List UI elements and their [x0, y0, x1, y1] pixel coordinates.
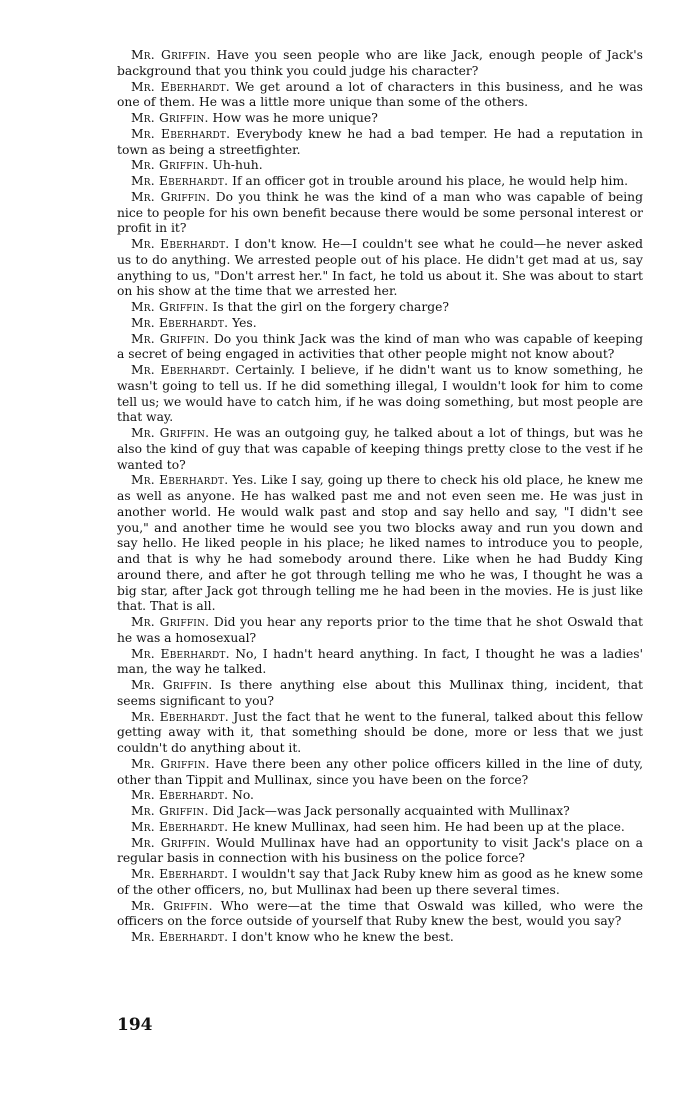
transcript-paragraph: [117, 174, 643, 190]
speech-text: Yes. Like I say, going up there to check his old place, he knew me as well as anyone. He has walked past me and not even seen me. He was just in another world. He would walk past and stop and say hello and say, "I didn't see you," and another time he would see you two blocks away and run you down and say hello. He liked people in his place; he liked names to introduce you to people, and that is why he had somebody around there. Like when he had Buddy King around there, and after he got through telling me who he was, I thought he was a big star, after Jack got through telling me he had been in the movies. He is just like that. That is all.: [117, 473, 643, 614]
transcript-paragraph: [117, 190, 643, 237]
speech-text: We get around a lot of characters in this business, and he was one of them. He was a little more unique than some of the others.: [117, 79, 643, 110]
transcript-paragraph: [117, 332, 643, 364]
speech-text: Is there anything else about this Mullinax thing, incident, that seems significant to you?: [117, 678, 643, 708]
speech-text: Who were—at the time that Oswald was killed, who were the officers on the force outside of yourself that Ruby knew the best, would you say?: [117, 898, 643, 929]
speaker-name: Mr. Eberhardt.: [131, 788, 229, 803]
speaker-name: Mr. Griffin.: [131, 158, 209, 173]
transcript-paragraph: [117, 473, 643, 615]
speaker-name: Mr. Eberhardt.: [131, 315, 229, 330]
transcript-paragraph: [117, 316, 643, 332]
speaker-name: Mr. Eberhardt.: [131, 363, 230, 377]
transcript-paragraph: [117, 804, 643, 820]
transcript-paragraph: [117, 757, 643, 789]
transcript-paragraph: [117, 127, 643, 159]
speech-text: Have you seen people who are like Jack, enough people of Jack's background that you think you could judge his character?: [117, 48, 643, 78]
transcript-paragraph: [117, 867, 643, 899]
speaker-name: Mr. Eberhardt.: [131, 646, 230, 661]
speaker-name: Mr. Griffin.: [131, 426, 210, 440]
speech-text: Did you hear any reports prior to the time that he shot Oswald that he was a homosexual?: [117, 615, 643, 645]
speaker-name: Mr. Griffin.: [131, 615, 210, 629]
speech-text: He was an outgoing guy, he talked about a lot of things, but was he also the kind of guy that was capable of keeping things pretty close to the vest if he wanted to?: [117, 426, 643, 472]
speech-text: No, I hadn't heard anything. In fact, I thought he was a ladies' man, the way he talked.: [117, 646, 643, 677]
speaker-name: Mr. Eberhardt.: [131, 79, 230, 94]
transcript-paragraph: [117, 237, 643, 300]
speech-text: Did Jack—was Jack personally acquainted with Mullinax?: [212, 804, 570, 818]
speaker-name: Mr. Eberhardt.: [131, 126, 231, 141]
speaker-name: Mr. Griffin.: [131, 835, 211, 850]
transcript-paragraph: [117, 615, 643, 647]
speaker-name: Mr. Eberhardt.: [131, 819, 229, 834]
speech-text: Have there been any other police officers killed in the line of duty, other than Tippit and Mullinax, since you have been on the force?: [117, 756, 643, 787]
speaker-name: Mr. Griffin.: [131, 111, 209, 125]
speaker-name: Mr. Griffin.: [131, 804, 209, 818]
page-number: 194: [117, 1015, 153, 1035]
speaker-name: Mr. Eberhardt.: [131, 174, 229, 188]
speech-text: Is that the girl on the forgery charge?: [212, 300, 449, 314]
speech-text: Would Mullinax have had an opportunity to visit Jack's place on a regular basis in connection with his business on the police force?: [117, 835, 643, 866]
transcript-paragraph: [117, 80, 643, 112]
transcript-paragraph: [117, 363, 643, 426]
speaker-name: Mr. Griffin.: [131, 189, 211, 204]
transcript-body: [117, 48, 643, 946]
speaker-name: Mr. Eberhardt.: [131, 867, 229, 881]
speech-text: I don't know who he knew the best.: [232, 930, 454, 944]
speech-text: No.: [232, 788, 254, 803]
transcript-paragraph: [117, 899, 643, 931]
transcript-paragraph: [117, 426, 643, 473]
speaker-name: Mr. Eberhardt.: [131, 473, 229, 488]
transcript-paragraph: [117, 930, 643, 946]
transcript-paragraph: [117, 48, 643, 80]
transcript-paragraph: [117, 111, 643, 127]
transcript-paragraph: [117, 647, 643, 679]
speaker-name: Mr. Griffin.: [131, 300, 209, 314]
transcript-paragraph: [117, 788, 643, 804]
speech-text: Just the fact that he went to the funeral, talked about this fellow getting away with it, that something should be done, more or less that we just couldn't do anything about it.: [117, 709, 643, 755]
speaker-name: Mr. Griffin.: [131, 898, 213, 913]
speaker-name: Mr. Eberhardt.: [131, 709, 229, 724]
speech-text: How was he more unique?: [212, 111, 378, 125]
transcript-paragraph: [117, 678, 643, 710]
transcript-paragraph: [117, 820, 643, 836]
speaker-name: Mr. Griffin.: [131, 678, 213, 692]
speech-text: He knew Mullinax, had seen him. He had been up at the place.: [232, 819, 625, 834]
speech-text: I wouldn't say that Jack Ruby knew him as good as he knew some of the other officers, no, but Mullinax had been up there several times.: [117, 867, 643, 897]
speech-text: Do you think he was the kind of a man who was capable of being nice to people for his own benefit because there would be some personal interest or profit in it?: [117, 189, 643, 236]
speaker-name: Mr. Griffin.: [131, 331, 210, 346]
speech-text: If an officer got in trouble around his place, he would help him.: [232, 174, 629, 188]
speaker-name: Mr. Griffin.: [131, 48, 211, 62]
speech-text: Do you think Jack was the kind of man who was capable of keeping a secret of being engaged in activities that other people might not know about?: [117, 331, 643, 362]
speaker-name: Mr. Griffin.: [131, 756, 210, 771]
speech-text: Everybody knew he had a bad temper. He had a reputation in town as being a streetfighter.: [117, 126, 643, 157]
speech-text: Certainly. I believe, if he didn't want us to know something, he wasn't going to tell us. If he did something illegal, I wouldn't look for him to come tell us; we would have to catch him, if he was doing something, but most people are that way.: [117, 363, 643, 425]
speech-text: I don't know. He—I couldn't see what he could—he never asked us to do anything. We arrested people out of his place. He didn't get mad at us, say anything to us, "Don't arrest her." In fact, he told us about it. She was about to start on his show at the time that we arrested her.: [117, 237, 643, 299]
transcript-paragraph: [117, 300, 643, 316]
speaker-name: Mr. Eberhardt.: [131, 930, 229, 944]
transcript-paragraph: [117, 710, 643, 757]
transcript-paragraph: [117, 158, 643, 174]
speech-text: Uh-huh.: [212, 158, 263, 173]
transcript-paragraph: [117, 836, 643, 868]
speech-text: Yes.: [232, 315, 257, 330]
speaker-name: Mr. Eberhardt.: [131, 237, 230, 251]
